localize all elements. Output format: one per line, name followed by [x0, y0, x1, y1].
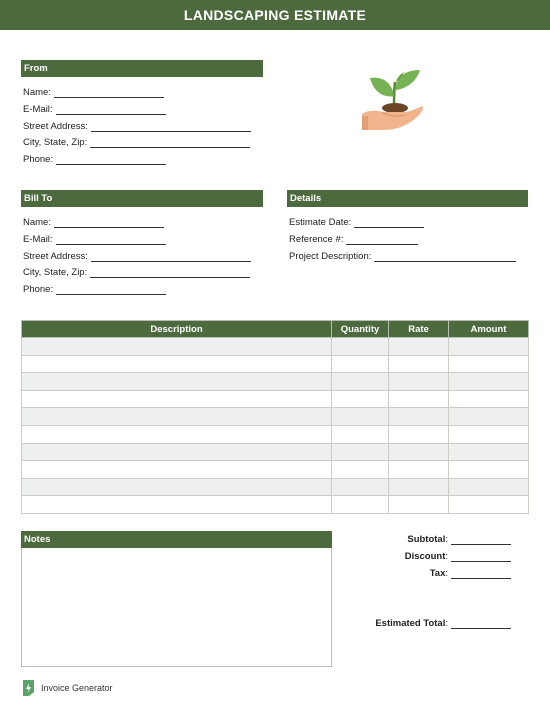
bill-phone-label: Phone:: [23, 284, 54, 295]
from-street-label: Street Address:: [23, 121, 88, 132]
rate-cell[interactable]: [389, 338, 449, 356]
discount-label: Discount: [404, 551, 446, 562]
rate-cell[interactable]: [389, 408, 449, 426]
table-row: [22, 338, 529, 356]
estimated-total-value[interactable]: [451, 619, 511, 629]
table-row: [22, 425, 529, 443]
table-row: [22, 373, 529, 391]
amount-cell[interactable]: [449, 408, 529, 426]
details-heading: Details: [287, 190, 528, 207]
quantity-cell[interactable]: [332, 338, 389, 356]
quantity-cell[interactable]: [332, 461, 389, 479]
rate-cell[interactable]: [389, 425, 449, 443]
subtotal-value[interactable]: [451, 535, 511, 545]
rate-cell[interactable]: [389, 390, 449, 408]
hand-with-plant-icon: [358, 68, 428, 134]
subtotal-row[interactable]: Subtotal :: [407, 533, 511, 545]
bill-name-field[interactable]: [23, 216, 164, 228]
quantity-header: Quantity: [332, 321, 389, 338]
table-row: [22, 390, 529, 408]
lightning-bolt-icon: [22, 679, 35, 697]
footer-brand-label: Invoice Generator: [41, 683, 113, 693]
table-row: [22, 408, 529, 426]
amount-cell[interactable]: [449, 373, 529, 391]
quantity-cell[interactable]: [332, 408, 389, 426]
notes-textarea[interactable]: [21, 548, 332, 667]
rate-cell[interactable]: [389, 373, 449, 391]
table-row: [22, 461, 529, 479]
rate-cell[interactable]: [389, 355, 449, 373]
table-row: [22, 443, 529, 461]
rate-cell[interactable]: [389, 496, 449, 514]
estimated-total-label: Estimated Total: [375, 618, 446, 629]
description-cell[interactable]: [22, 443, 332, 461]
quantity-cell[interactable]: [332, 425, 389, 443]
estimated-total-row[interactable]: Estimated Total :: [375, 617, 511, 629]
from-email-label: E-Mail:: [23, 104, 53, 115]
from-phone-label: Phone:: [23, 154, 54, 165]
bill-email-label: E-Mail:: [23, 234, 53, 245]
description-cell[interactable]: [22, 408, 332, 426]
estimate-date-field[interactable]: [289, 216, 424, 228]
bill-to-heading: Bill To: [21, 190, 263, 207]
discount-row[interactable]: Discount :: [405, 550, 511, 562]
tax-row[interactable]: Tax :: [430, 567, 511, 579]
project-description-field[interactable]: [289, 250, 516, 262]
from-name-field[interactable]: [23, 86, 164, 98]
discount-value[interactable]: [451, 552, 511, 562]
description-cell[interactable]: [22, 425, 332, 443]
project-description-label: Project Description:: [289, 251, 372, 262]
quantity-cell[interactable]: [332, 443, 389, 461]
amount-cell[interactable]: [449, 496, 529, 514]
amount-cell[interactable]: [449, 425, 529, 443]
from-name-label: Name:: [23, 87, 51, 98]
description-cell[interactable]: [22, 496, 332, 514]
amount-cell[interactable]: [449, 461, 529, 479]
description-cell[interactable]: [22, 338, 332, 356]
subtotal-label: Subtotal: [407, 534, 446, 545]
rate-cell[interactable]: [389, 461, 449, 479]
reference-label: Reference #:: [289, 234, 344, 245]
quantity-cell[interactable]: [332, 355, 389, 373]
amount-cell[interactable]: [449, 355, 529, 373]
bill-name-label: Name:: [23, 217, 51, 228]
bill-street-field[interactable]: [23, 250, 251, 262]
bill-email-field[interactable]: [23, 233, 166, 245]
description-cell[interactable]: [22, 461, 332, 479]
from-street-field[interactable]: [23, 120, 251, 132]
table-row: [22, 496, 529, 514]
table-header-row: [22, 321, 529, 338]
table-row: [22, 478, 529, 496]
table-row: [22, 355, 529, 373]
reference-field[interactable]: [289, 233, 418, 245]
bill-phone-field[interactable]: [23, 283, 166, 295]
from-phone-field[interactable]: [23, 153, 166, 165]
from-heading: From: [21, 60, 263, 77]
description-cell[interactable]: [22, 373, 332, 391]
page-title: LANDSCAPING ESTIMATE: [0, 0, 550, 30]
description-header: Description: [22, 321, 332, 338]
rate-cell[interactable]: [389, 478, 449, 496]
from-city-field[interactable]: [23, 136, 250, 148]
quantity-cell[interactable]: [332, 390, 389, 408]
quantity-cell[interactable]: [332, 478, 389, 496]
estimate-date-label: Estimate Date:: [289, 217, 352, 228]
bill-city-label: City, State, Zip:: [23, 267, 88, 278]
quantity-cell[interactable]: [332, 496, 389, 514]
amount-cell[interactable]: [449, 443, 529, 461]
items-table: [21, 320, 529, 514]
notes-heading: Notes: [21, 531, 332, 548]
rate-header: Rate: [389, 321, 449, 338]
bill-street-label: Street Address:: [23, 251, 88, 262]
amount-cell[interactable]: [449, 478, 529, 496]
tax-value[interactable]: [451, 569, 511, 579]
bill-city-field[interactable]: [23, 266, 250, 278]
tax-label: Tax: [429, 568, 446, 579]
description-cell[interactable]: [22, 390, 332, 408]
from-email-field[interactable]: [23, 103, 166, 115]
amount-cell[interactable]: [449, 338, 529, 356]
quantity-cell[interactable]: [332, 373, 389, 391]
rate-cell[interactable]: [389, 443, 449, 461]
footer-brand[interactable]: [22, 679, 113, 697]
amount-header: Amount: [449, 321, 529, 338]
from-city-label: City, State, Zip:: [23, 137, 88, 148]
description-cell[interactable]: [22, 478, 332, 496]
amount-cell[interactable]: [449, 390, 529, 408]
description-cell[interactable]: [22, 355, 332, 373]
